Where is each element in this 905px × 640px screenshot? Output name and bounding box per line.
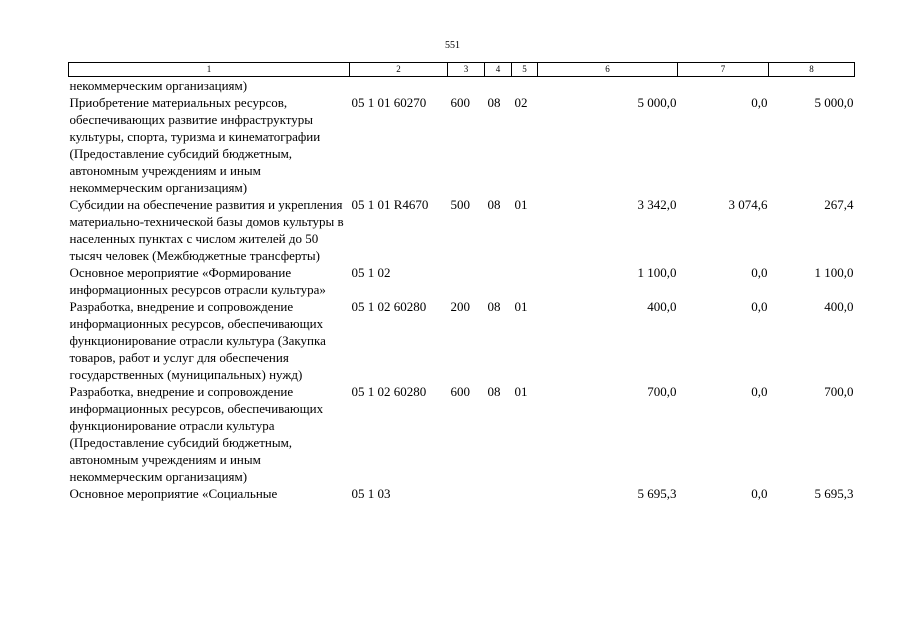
row-col-6: 3 342,0 [637,197,677,212]
row-col-5: 01 [514,384,528,399]
row-col-8: 5 695,3 [814,486,854,501]
header-col-7: 7 [678,63,769,77]
header-col-5: 5 [512,63,538,77]
header-col-8: 8 [769,63,855,77]
row-name: Приобретение материальных ресурсов, обеспечивающих развитие инфраструктуры культуры, спорта, туризма и кинематографии (Предоставление субсидий бюджетным, автономным учреждениям и иным некоммерческим организациям) [69,95,321,195]
row-name: Субсидии на обеспечение развития и укрепления материально-технической базы домов культуры в населенных пунктах с числом жителей до 50 тысяч человек (Межбюджетные трансферты) [69,197,344,263]
row-col-6: 5 000,0 [637,95,677,110]
row-col-3: 500 [450,197,470,212]
row-col-7: 0,0 [751,299,768,314]
row-col-4: 08 [487,384,501,399]
row-code: 05 1 01 60270 [351,95,427,110]
table-row [69,298,855,383]
row-col-5: 01 [514,197,528,212]
row-code: 05 1 02 60280 [351,299,427,314]
row-col-8 [769,77,855,95]
row-col-6 [538,77,678,95]
row-name: Разработка, внедрение и сопровождение информационных ресурсов, обеспечивающих функционирование отрасли культура (Предоставление субсидий бюджетным, автономным учреждениям и иным некоммерческим организациям) [69,384,324,484]
page-number: 551 [445,40,460,51]
row-code [350,77,448,95]
row-col-5 [512,77,538,95]
header-row [69,63,855,77]
row-col-7 [678,77,769,95]
row-col-4: 08 [487,95,501,110]
row-col-3: 600 [450,95,470,110]
table-body [69,77,855,503]
table-header [69,63,855,77]
row-col-3 [448,264,485,298]
header-col-6: 6 [538,63,678,77]
row-col-5: 02 [514,95,528,110]
row-code: 05 1 01 R4670 [351,197,429,212]
row-col-8: 5 000,0 [814,95,854,110]
table-row [69,383,855,485]
row-col-7: 0,0 [751,265,768,280]
row-col-4 [485,264,512,298]
row-col-8: 1 100,0 [814,265,854,280]
row-col-8: 400,0 [824,299,854,314]
row-col-4 [485,485,512,502]
row-code: 05 1 02 [351,265,391,280]
header-col-3: 3 [448,63,485,77]
row-col-3: 200 [450,299,470,314]
table-row [69,196,855,264]
row-col-6: 400,0 [647,299,677,314]
table-row [69,264,855,298]
row-col-6: 700,0 [647,384,677,399]
row-col-3 [448,77,485,95]
row-name: некоммерческим организациям) [69,78,248,93]
row-name: Разработка, внедрение и сопровождение информационных ресурсов, обеспечивающих функционирование отрасли культура (Закупка товаров, работ и услуг для обеспечения государственных (муниципальных) нужд) [69,299,326,382]
row-col-4: 08 [487,197,501,212]
row-col-4: 08 [487,299,501,314]
row-col-3 [448,485,485,502]
row-col-8: 267,4 [824,197,854,212]
budget-table [68,62,855,502]
row-col-4 [485,77,512,95]
row-col-5 [512,264,538,298]
header-col-4: 4 [485,63,512,77]
row-col-5 [512,485,538,502]
row-code: 05 1 02 60280 [351,384,427,399]
row-name: Основное мероприятие «Формирование информационных ресурсов отрасли культура» [69,265,326,297]
table-row [69,485,855,502]
row-col-6: 1 100,0 [637,265,677,280]
row-col-7: 0,0 [751,486,768,501]
row-col-5: 01 [514,299,528,314]
row-col-7: 0,0 [751,95,768,110]
header-col-1: 1 [69,63,350,77]
row-col-7: 0,0 [751,384,768,399]
table-row [69,94,855,196]
row-col-8: 700,0 [824,384,854,399]
header-col-2: 2 [350,63,448,77]
row-col-7: 3 074,6 [728,197,768,212]
row-code: 05 1 03 [351,486,391,501]
row-col-3: 600 [450,384,470,399]
row-name: Основное мероприятие «Социальные [69,486,278,501]
row-col-6: 5 695,3 [637,486,677,501]
table-row [69,77,855,95]
